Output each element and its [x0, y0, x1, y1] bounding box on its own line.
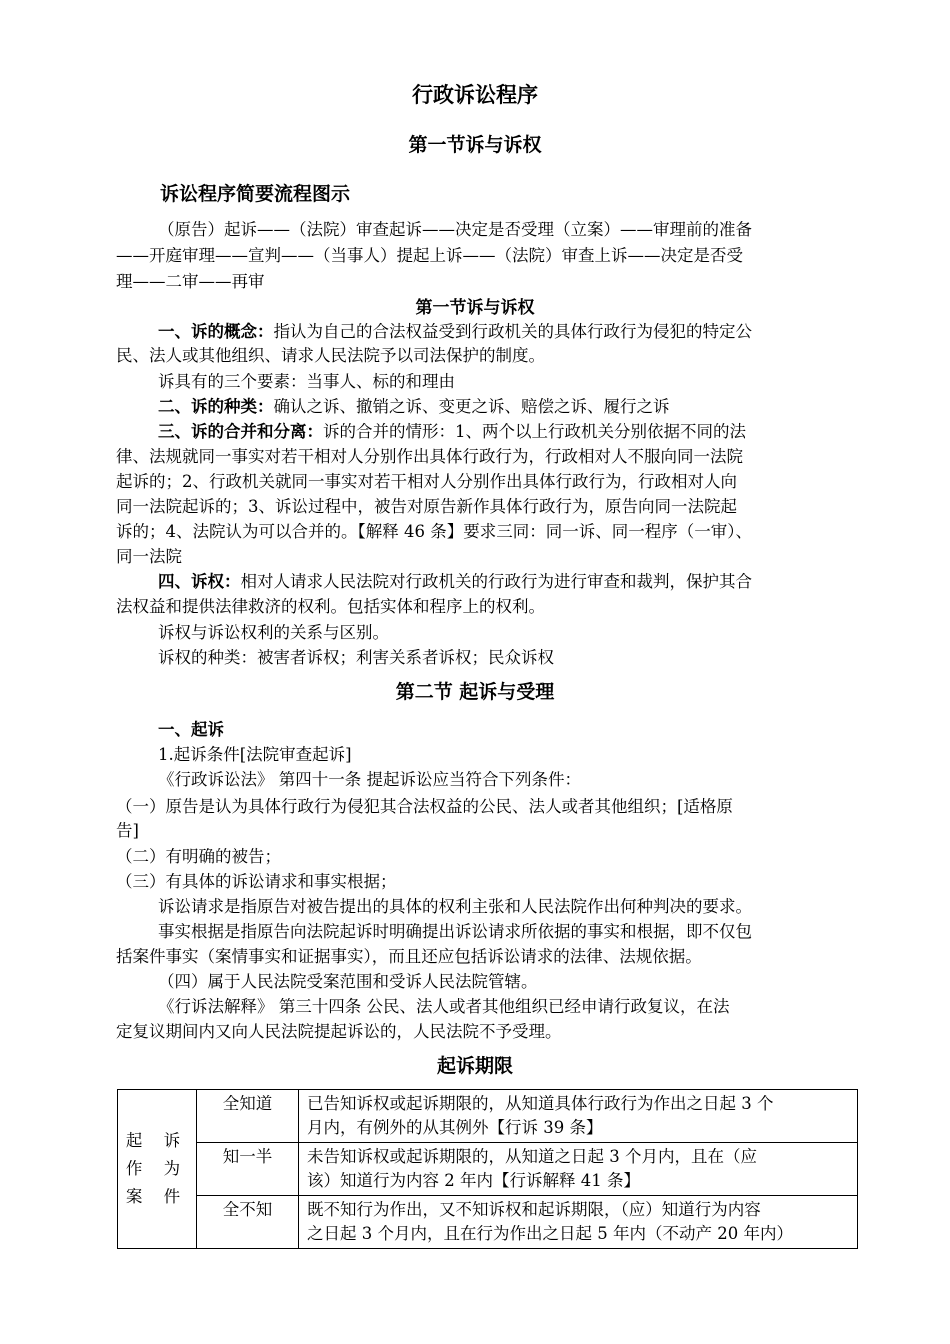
- table-key-cell: 全不知: [197, 1196, 299, 1249]
- prosecute-interpretation: 《行诉法解释》 第三十四条 公民、法人或者其他组织已经申请行政复议，在法: [158, 997, 730, 1016]
- right-kinds: 诉权的种类：被害者诉权；利害关系者诉权；民众诉权: [158, 648, 554, 667]
- limit-table: [117, 1089, 858, 1249]
- prosecute-basis: 事实根据是指原告向法院起诉时明确提出诉讼请求所依据的事实和根据，即不仅包: [158, 922, 752, 941]
- prosecute-label: 一、起诉: [158, 720, 224, 739]
- table-row: [118, 1143, 858, 1196]
- table-value-cell: [299, 1143, 858, 1196]
- merge-line: 律、法规就同一事实对若干相对人分别作出具体行政行为，行政相对人不服向同一法院: [116, 447, 743, 466]
- right-relation: 诉权与诉讼权利的关系与区别。: [158, 623, 389, 642]
- table-value-cell: [299, 1196, 858, 1249]
- table-group-line: 起 诉: [125, 1131, 189, 1150]
- table-row: [118, 1196, 858, 1249]
- prosecute-item-3: （三）有具体的诉讼请求和事实根据；: [116, 872, 397, 891]
- limit-heading: 起诉期限: [436, 1055, 513, 1077]
- table-value-line: 已告知诉权或起诉期限的，从知道具体行政行为作出之日起 3 个: [307, 1094, 774, 1113]
- prosecute-law: 《行政诉讼法》 第四十一条 提起诉讼应当符合下列条件：: [158, 770, 581, 789]
- table-row: [118, 1090, 858, 1143]
- right-paragraph: [158, 570, 752, 594]
- table-value-line: 该）知道行为内容 2 年内【行诉解释 41 条】: [307, 1171, 640, 1190]
- merge-line: 同一法院: [116, 547, 182, 566]
- table-value-line: 未告知诉权或起诉期限的，从知道之日起 3 个月内，且在（应: [307, 1147, 757, 1166]
- table-value-line: 月内，有例外的从其例外【行诉 39 条】: [307, 1118, 603, 1137]
- table-key-cell: 知一半: [197, 1143, 299, 1196]
- types-text: 确认之诉、撤销之诉、变更之诉、赔偿之诉、履行之诉: [273, 397, 670, 416]
- merge-paragraph: [158, 420, 746, 444]
- merge-text: 诉的合并的情形：1、两个以上行政机关分别依据不同的法: [323, 422, 746, 441]
- section1-heading: 第一节诉与诉权: [408, 134, 542, 156]
- section1-subheading: 第一节诉与诉权: [415, 298, 535, 318]
- types-label: 二、诉的种类：: [158, 397, 274, 416]
- prosecute-condition: 1.起诉条件[法院审查起诉]: [158, 745, 352, 764]
- table-group-line: 案 件: [125, 1187, 189, 1206]
- merge-line: 诉的；4、法院认为可以合并的。【解释 46 条】要求三同：同一诉、同一程序（一审）、: [116, 522, 752, 541]
- table-value-line: 之日起 3 个月内，且在行为作出之日起 5 年内（不动产 20 年内）: [307, 1224, 793, 1243]
- right-line: 法权益和提供法律救济的权利。包括实体和程序上的权利。: [116, 597, 545, 616]
- prosecute-interpretation-cont: 定复议期间内又向人民法院提起诉讼的，人民法院不予受理。: [116, 1022, 562, 1041]
- concept-text: 指认为自己的合法权益受到行政机关的具体行政行为侵犯的特定公: [273, 322, 752, 341]
- table-group-line: 作 为: [125, 1159, 189, 1178]
- page-title: 行政诉讼程序: [412, 83, 538, 107]
- concept-line: 民、法人或其他组织、请求人民法院予以司法保护的制度。: [116, 346, 545, 365]
- concept-elements: 诉具有的三个要素：当事人、标的和理由: [158, 372, 455, 391]
- right-text: 相对人请求人民法院对行政机关的行政行为进行审查和裁判，保护其合: [240, 572, 752, 591]
- prosecute-item-4: （四）属于人民法院受案范围和受诉人民法院管辖。: [158, 972, 538, 991]
- flow-line: ——开庭审理——宣判——（当事人）提起上诉——（法院）审查上诉——决定是否受: [116, 246, 743, 265]
- table-group-cell: [118, 1090, 197, 1249]
- merge-label: 三、诉的合并和分离：: [158, 422, 323, 441]
- concept-label: 一、诉的概念：: [158, 322, 274, 341]
- flow-line: 理——二审——再审: [116, 272, 265, 291]
- prosecute-item-1-cont: 告]: [116, 821, 139, 840]
- concept-paragraph: [158, 320, 752, 344]
- table-value-cell: [299, 1090, 858, 1143]
- flow-line: （原告）起诉——（法院）审查起诉——决定是否受理（立案）——审理前的准备: [158, 220, 752, 239]
- flow-heading: 诉讼程序简要流程图示: [160, 183, 351, 205]
- table-key-cell: 全知道: [197, 1090, 299, 1143]
- prosecute-item-1: （一）原告是认为具体行政行为侵犯其合法权益的公民、法人或者其他组织；[适格原: [116, 797, 733, 816]
- section2-heading: 第二节 起诉与受理: [395, 681, 555, 703]
- prosecute-request: 诉讼请求是指原告对被告提出的具体的权利主张和人民法院作出何种判决的要求。: [158, 897, 752, 916]
- prosecute-item-2: （二）有明确的被告；: [116, 847, 281, 866]
- prosecute-basis-cont: 括案件事实（案情事实和证据事实），而且还应包括诉讼请求的法律、法规依据。: [116, 947, 702, 966]
- merge-line: 同一法院起诉的；3、诉讼过程中，被告对原告新作具体行政行为，原告向同一法院起: [116, 497, 737, 516]
- right-label: 四、诉权：: [158, 572, 241, 591]
- table-value-line: 既不知行为作出，又不知诉权和起诉期限，（应）知道行为内容: [307, 1200, 761, 1219]
- merge-line: 起诉的；2、行政机关就同一事实对若干相对人分别作出具体行政行为，行政相对人向: [116, 472, 737, 491]
- types-paragraph: [158, 395, 670, 419]
